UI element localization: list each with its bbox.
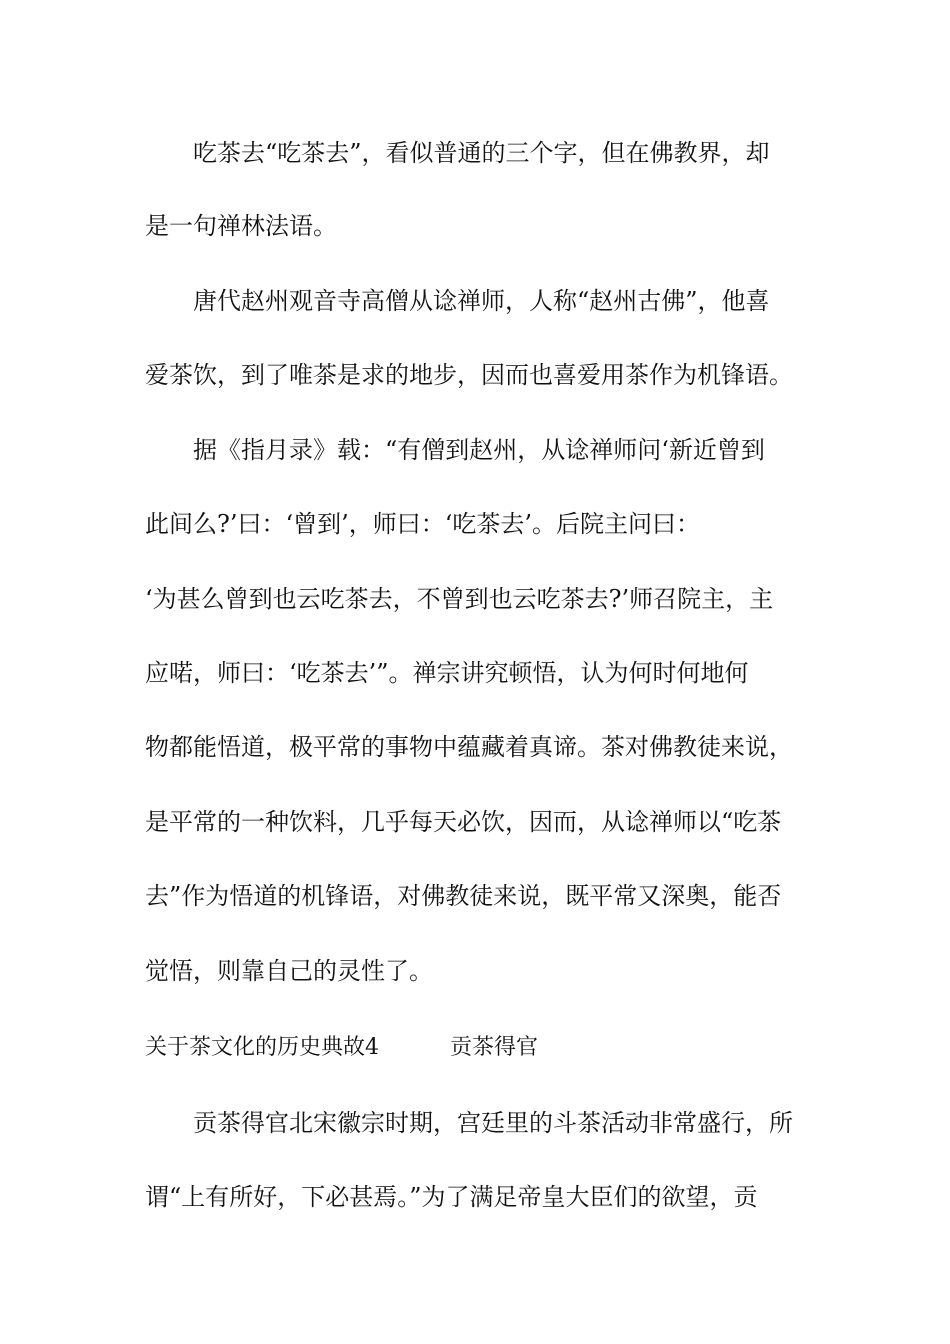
paragraph-3-line-4: 应喏，师曰：‘吃茶去’”。禅宗讲究顿悟，认为何时何地何 <box>145 659 749 687</box>
paragraph-3-line-3: ‘为甚么曾到也云吃茶去，不曾到也云吃茶去?’师召院主，主 <box>145 585 774 613</box>
paragraph-4-line-1: 贡茶得官北宋徽宗时期，宫廷里的斗茶活动非常盛行，所 <box>193 1109 793 1137</box>
section-subheading: 贡茶得官 <box>450 1035 539 1060</box>
paragraph-2-line-1: 唐代赵州观音寺高僧从谂禅师，人称“赵州古佛”，他喜 <box>193 287 770 315</box>
paragraph-3-line-7: 去”作为悟道的机锋语，对佛教徒来说，既平常又深奥，能否 <box>145 882 782 910</box>
paragraph-4-line-2: 谓“上有所好，下必甚焉。”为了满足帝皇大臣们的欲望，贡 <box>145 1183 758 1211</box>
paragraph-3-line-8: 觉悟，则靠自己的灵性了。 <box>145 957 433 985</box>
paragraph-1-line-1: 吃茶去“吃茶去”，看似普通的三个字，但在佛教界，却 <box>193 139 770 167</box>
paragraph-3-line-1: 据《指月录》载：“有僧到赵州，从谂禅师问‘新近曾到 <box>193 436 765 464</box>
paragraph-3-line-2: 此间么?’曰：‘曾到’，师曰：‘吃茶去’。后院主问曰： <box>145 510 701 538</box>
paragraph-1-line-2: 是一句禅林法语。 <box>145 212 337 240</box>
paragraph-2-line-2: 爱茶饮，到了唯茶是求的地步，因而也喜爱用茶作为机锋语。 <box>145 361 793 389</box>
section-heading: 关于茶文化的历史典故4 <box>145 1035 379 1060</box>
paragraph-3-line-6: 是平常的一种饮料，几乎每天必饮，因而，从谂禅师以“吃茶 <box>145 808 782 836</box>
paragraph-3-line-5: 物都能悟道，极平常的事物中蕴藏着真谛。茶对佛教徒来说， <box>145 733 793 761</box>
